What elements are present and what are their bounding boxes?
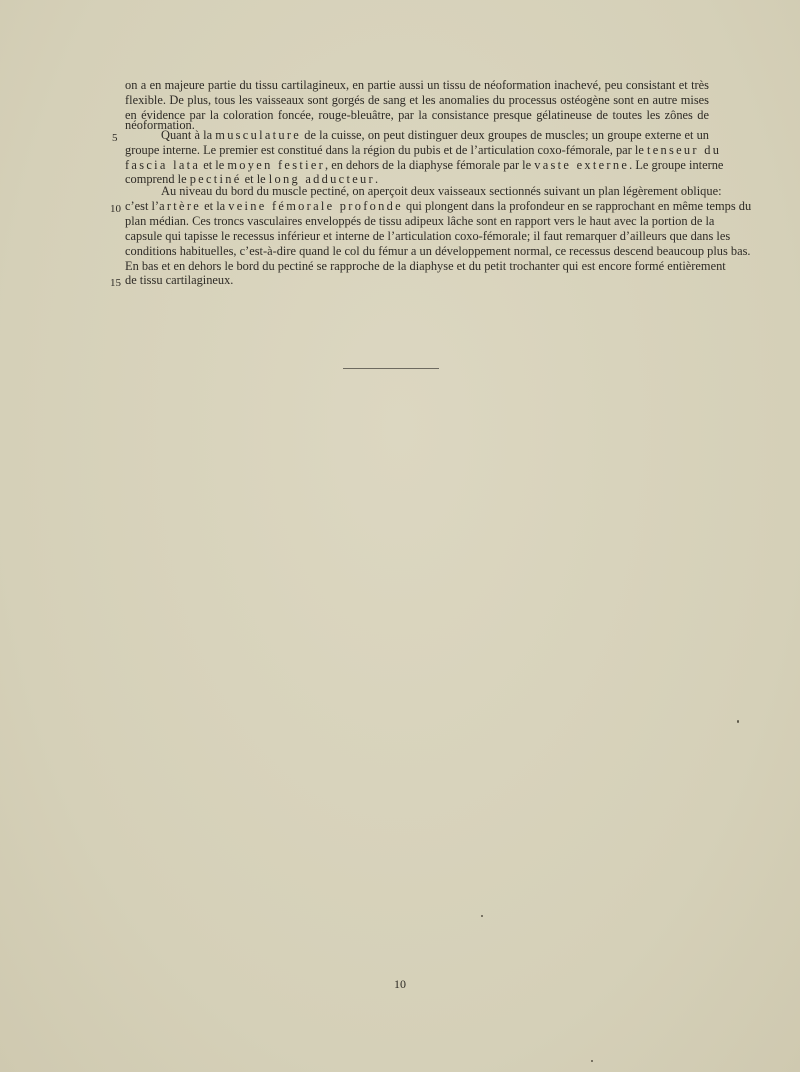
emphasis-fascia-lata: fascia lata [125,158,201,172]
text-line-11: plan médian. Ces troncs vasculaires enveloppés de tissu adipeux lâche sont en rapport vers le haut avec la portion de la [125,214,715,228]
text-line-5 [125,128,709,143]
emphasis-moyen-festier: moyen festier [227,158,326,172]
text-span: et le [241,172,269,186]
text-span: et la [201,199,229,213]
text-line-15: de tissu cartilagineux. [125,273,234,287]
text-line-3: en évidence par la coloration foncée, rouge-bleuâtre, par la consistance presque gélatineuse de toutes les zônes de [125,108,709,122]
text-line-6 [125,143,722,158]
line-number-10: 10 [110,203,121,215]
paper-speck [481,915,483,917]
emphasis-artere: artère [159,199,202,213]
text-line-7 [125,158,724,173]
text-span: c’est l’ [125,199,160,213]
text-line-2: flexible. De plus, tous les vaisseaux sont gorgés de sang et les anomalies du processus ostéogène sont en autre mises [125,93,709,107]
text-line-1: on a en majeure partie du tissu cartilagineux, en partie aussi un tissu de néoformation inachevé, peu consistant et très [125,78,709,92]
text-span: . Le groupe interne [629,158,724,172]
emphasis-musculature: musculature [215,128,302,142]
text-line-10 [125,199,752,214]
section-divider [343,368,439,369]
emphasis-vaste-externe: vaste externe [534,158,630,172]
text-line-12: capsule qui tapisse le recessus inférieur et interne de l’articulation coxo-fémorale; il faut remarquer d’ailleurs que dans les [125,229,731,243]
paper-speck [591,1060,593,1062]
text-span: qui plongent dans la profondeur en se rapprochant en même temps du [402,199,752,213]
emphasis-long-adducteur: long adducteur [268,172,375,186]
text-line-9: Au niveau du bord du muscle pectiné, on aperçoit deux vaisseaux sectionnés suivant un plan légèrement oblique: [161,184,722,198]
text-span: de la cuisse, on peut distinguer deux groupes de muscles; un groupe externe et un [301,128,709,142]
text-line-4: néoformation. [125,118,195,132]
text-line-14: En bas et en dehors le bord du pectiné se rapproche de la diaphyse et du petit trochanter qui est encore formé entièrement [125,259,726,273]
text-line-13: conditions habituelles, c’est-à-dire quand le col du fémur a un développement normal, ce recessus descend beaucoup plus bas. [125,244,751,258]
paper-speck [737,720,739,723]
text-span: , en dehors de la diaphyse fémorale par le [325,158,535,172]
text-span: et le [200,158,228,172]
text-span: . [374,172,379,186]
text-span: Quant à la [161,128,216,142]
emphasis-veine-femorale-profonde: veine fémorale profonde [228,199,403,213]
text-span: comprend le [125,172,190,186]
page-number: 10 [394,977,406,991]
text-span: groupe interne. Le premier est constitué dans la région du pubis et de l’articulation coxo-fémorale, par le [125,143,644,157]
line-number-15: 15 [110,277,121,289]
emphasis-tenseur: tenseur du [646,143,722,157]
line-number-5: 5 [112,132,118,144]
emphasis-pectine: pectiné [189,172,242,186]
